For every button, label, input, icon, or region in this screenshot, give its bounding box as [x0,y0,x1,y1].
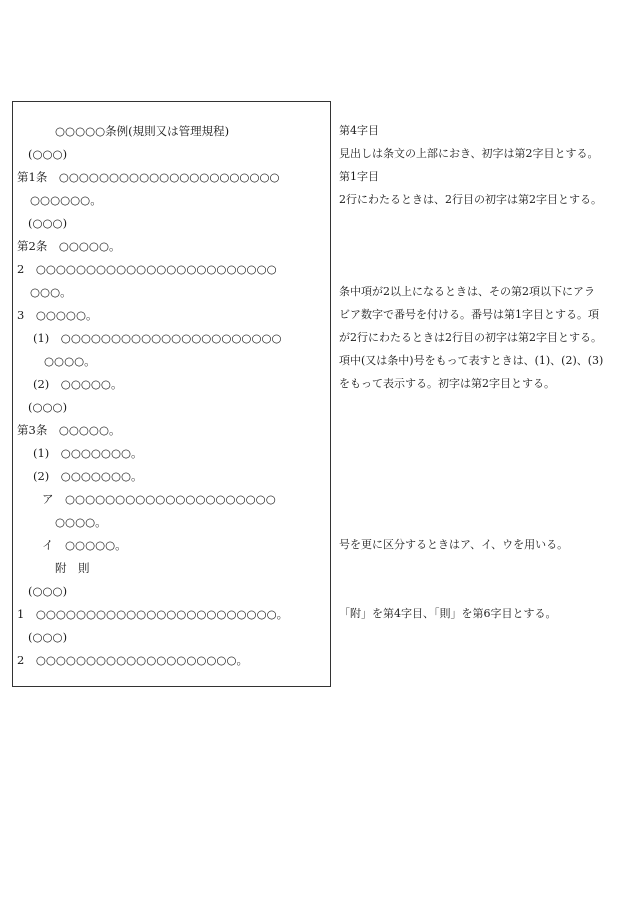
heading-article-2: (○○○) [28,216,68,230]
article-1-line-1: 第1条 ○○○○○○○○○○○○○○○○○○○○○○ [17,170,280,184]
item-2-line-1: (2) ○○○○○。 [33,377,123,391]
heading-article-3: (○○○) [28,400,68,414]
supplementary-heading: 附 則 [55,561,90,575]
note-item-rule-1: 項中(又は条中)号をもって表すときは、(1)、(2)、(3) [339,354,604,367]
note-title-position: 第4字目 [339,124,379,137]
ordinance-title: ○○○○○条例(規則又は管理規程) [55,124,230,138]
paragraph-2-line-2: ○○○。 [30,285,72,299]
supplementary-item-2: 2 ○○○○○○○○○○○○○○○○○○○○。 [17,653,249,667]
note-article-position: 第1字目 [339,170,379,183]
supplementary-item-1: 1 ○○○○○○○○○○○○○○○○○○○○○○○○。 [17,607,289,621]
subitem-a-line-1: ア ○○○○○○○○○○○○○○○○○○○○○ [42,492,276,506]
article-1-line-2: ○○○○○○。 [30,193,102,207]
example-ordinance-box [12,101,331,687]
article-3-item-1: (1) ○○○○○○○。 [33,446,143,460]
supplementary-heading-2: (○○○) [28,630,68,644]
note-paragraph-rule-1: 条中項が2以上になるときは、その第2項以下にアラ [339,285,595,298]
item-1-line-2: ○○○○。 [44,354,96,368]
note-heading-position: 見出しは条文の上部におき、初字は第2字目とする。 [339,147,599,160]
subitem-i-line-1: イ ○○○○○。 [42,538,127,552]
article-3-item-2: (2) ○○○○○○○。 [33,469,143,483]
note-subitem-rule: 号を更に区分するときはア、イ、ウを用いる。 [339,538,569,551]
paragraph-3-line-1: 3 ○○○○○。 [17,308,98,322]
note-supplementary-rule: 「附」を第4字目、「則」を第6字目とする。 [339,607,557,620]
article-2-line-1: 第2条 ○○○○○。 [17,239,121,253]
paragraph-2-line-1: 2 ○○○○○○○○○○○○○○○○○○○○○○○○ [17,262,277,276]
article-3-line-1: 第3条 ○○○○○。 [17,423,121,437]
note-wrap-rule: 2行にわたるときは、2行目の初字は第2字目とする。 [339,193,602,206]
note-paragraph-rule-2: ビア数字で番号を付ける。番号は第1字目とする。項 [339,308,599,321]
item-1-line-1: (1) ○○○○○○○○○○○○○○○○○○○○○○ [33,331,282,345]
heading-article-1: (○○○) [28,147,68,161]
note-item-rule-2: をもって表示する。初字は第2字目とする。 [339,377,555,390]
subitem-a-line-2: ○○○○。 [55,515,107,529]
supplementary-heading-1: (○○○) [28,584,68,598]
note-paragraph-rule-3: が2行にわたるときは2行目の初字は第2字目とする。 [339,331,602,344]
